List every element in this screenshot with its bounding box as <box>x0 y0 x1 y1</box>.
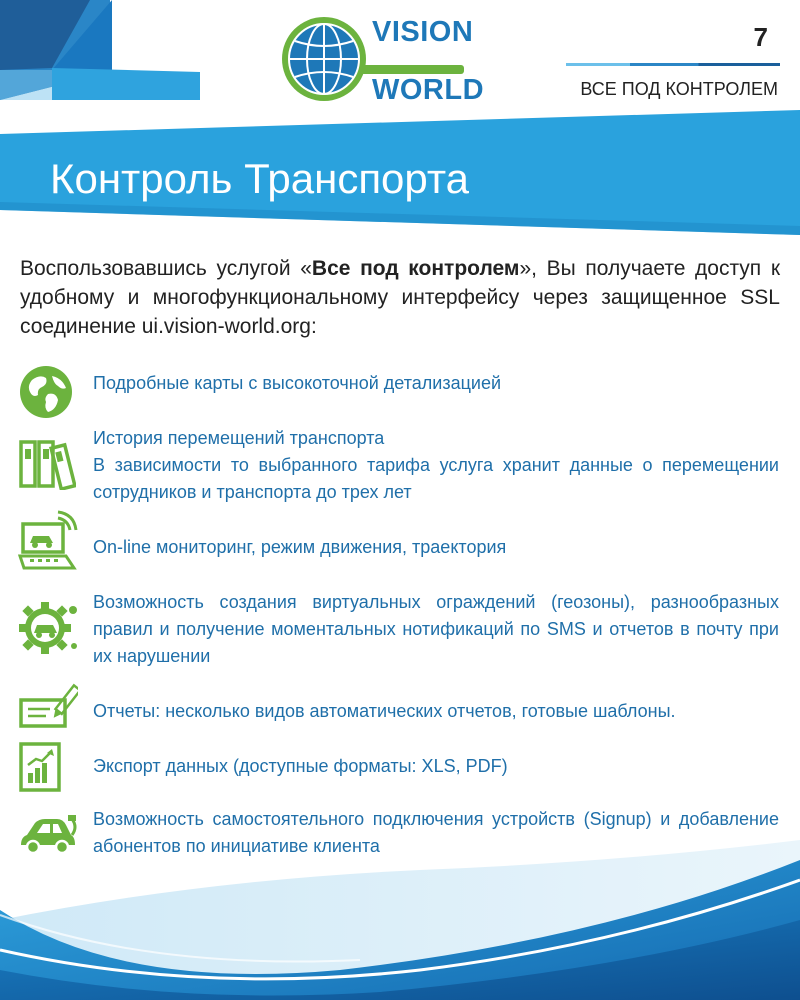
feature-text: Экспорт данных (доступные форматы: XLS, PDF) <box>93 756 508 776</box>
feature-text: Подробные карты с высокоточной детализацией <box>93 373 502 393</box>
tagline: ВСЕ ПОД КОНТРОЛЕМ <box>580 79 778 99</box>
chart-document-icon <box>18 741 64 793</box>
feature-item <box>93 698 779 725</box>
vision-world-logo <box>278 10 485 110</box>
intro-paragraph <box>20 254 780 341</box>
page-title: Контроль Транспорта <box>50 155 469 202</box>
feature-text: Возможность самостоятельного подключения устройств (Signup) и добавление абонентов по инициативе клиента <box>93 809 779 856</box>
feature-item <box>93 753 779 780</box>
feature-item <box>93 589 779 670</box>
service-name: Все под контролем <box>311 257 520 280</box>
tagline-divider <box>566 63 780 66</box>
gear-car-icon <box>18 598 80 658</box>
feature-item <box>93 534 779 561</box>
binders-icon <box>18 438 76 490</box>
bottom-wave-decoration <box>0 820 800 1000</box>
intro-text-end: », Вы получаете доступ к удобному и многофункциональному интерфейсу через защищенное SSL соединение ui.vision-world.org: <box>20 257 781 338</box>
feature-text: On-line мониторинг, режим движения, траектория <box>93 537 507 557</box>
intro-text-start: Воспользовавшись услугой « <box>20 257 312 280</box>
report-pen-icon <box>18 682 78 730</box>
feature-text: В зависимости то выбранного тарифа услуга хранит данные о перемещении сотрудников и транспорта до трех лет <box>93 455 779 502</box>
feature-text: Отчеты: несколько видов автоматических отчетов, готовые шаблоны. <box>93 701 676 721</box>
globe-icon <box>18 364 74 420</box>
feature-title: История перемещений транспорта <box>93 428 385 448</box>
feature-item <box>93 370 779 397</box>
laptop-car-icon <box>18 510 78 572</box>
feature-item <box>93 425 779 506</box>
feature-text: Возможность создания виртуальных ограждений (геозоны), разнообразных правил и получение моментальных нотификаций по SMS и отчетов в почту при их нарушении <box>93 592 779 666</box>
top-decoration <box>0 0 240 120</box>
page-number: 7 <box>753 22 768 52</box>
logo-text-vision: VISION <box>372 16 474 48</box>
logo-text-world: WORLD <box>372 74 485 106</box>
